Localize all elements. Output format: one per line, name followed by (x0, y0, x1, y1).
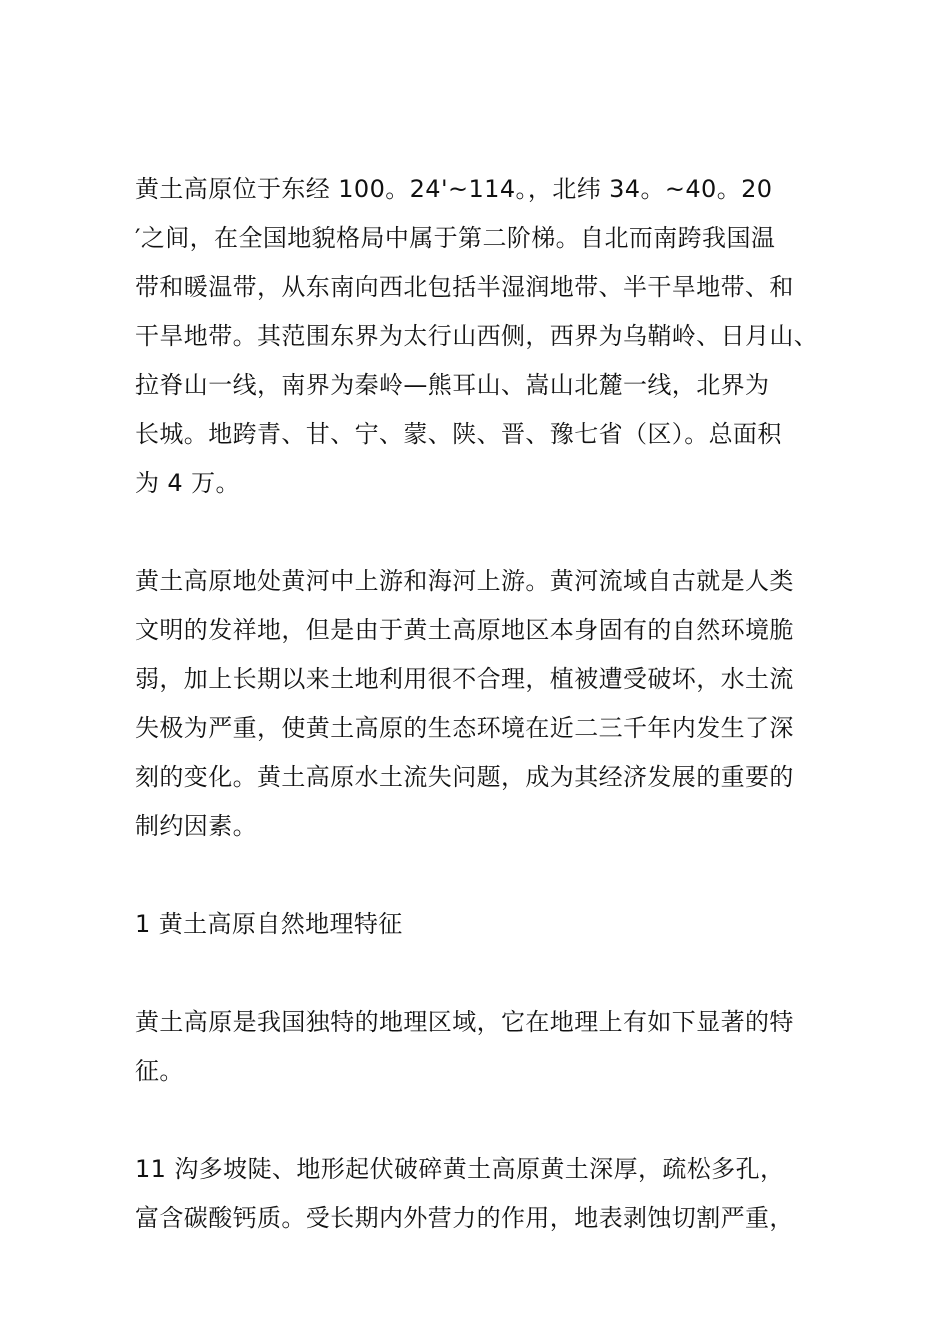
document-body (135, 165, 835, 1243)
text-line: 干旱地带。其范围东界为太行山西侧，西界为乌鞘岭、日月山、 (135, 322, 819, 350)
text-line: 弱，加上长期以来土地利用很不合理，植被遭受破坏，水土流 (135, 665, 794, 693)
paragraph-features-intro (135, 998, 835, 1096)
text-line: 黄土高原是我国独特的地理区域，它在地理上有如下显著的特 (135, 1008, 794, 1036)
text-line: 征。 (135, 1057, 184, 1085)
paragraph-terrain (135, 1145, 835, 1243)
text-line: 黄土高原地处黄河中上游和海河上游。黄河流域自古就是人类 (135, 567, 794, 595)
text-line: 文明的发祥地，但是由于黄土高原地区本身固有的自然环境脆 (135, 616, 794, 644)
text-line: 带和暖温带，从东南向西北包括半湿润地带、半干旱地带、和 (135, 273, 794, 301)
text-line: 失极为严重，使黄土高原的生态环境在近二三千年内发生了深 (135, 714, 794, 742)
text-line: 刻的变化。黄土高原水土流失问题，成为其经济发展的重要的 (135, 763, 794, 791)
text-line: ′之间，在全国地貌格局中属于第二阶梯。自北而南跨我国温 (135, 224, 776, 252)
paragraph-gap (135, 508, 835, 557)
text-line: 长城。地跨青、甘、宁、蒙、陕、晋、豫七省（区）。总面积 (135, 420, 782, 448)
text-line: 11 沟多坡陡、地形起伏破碎黄土高原黄土深厚，疏松多孔， (135, 1155, 785, 1183)
paragraph-location (135, 165, 835, 508)
section-heading (135, 900, 835, 949)
text-line: 黄土高原位于东经 100。24'~114。，北纬 34。~40。20 (135, 175, 773, 203)
text-line: 为 4 万。 (135, 469, 240, 497)
text-line: 富含碳酸钙质。受长期内外营力的作用，地表剥蚀切割严重， (135, 1204, 794, 1232)
text-line: 拉脊山一线，南界为秦岭—熊耳山、嵩山北麓一线，北界为 (135, 371, 770, 399)
paragraph-gap (135, 1096, 835, 1145)
paragraph-gap (135, 851, 835, 900)
text-line: 制约因素。 (135, 812, 257, 840)
paragraph-yellow-river (135, 557, 835, 851)
paragraph-gap (135, 949, 835, 998)
heading-text: 1 黄土高原自然地理特征 (135, 910, 403, 938)
